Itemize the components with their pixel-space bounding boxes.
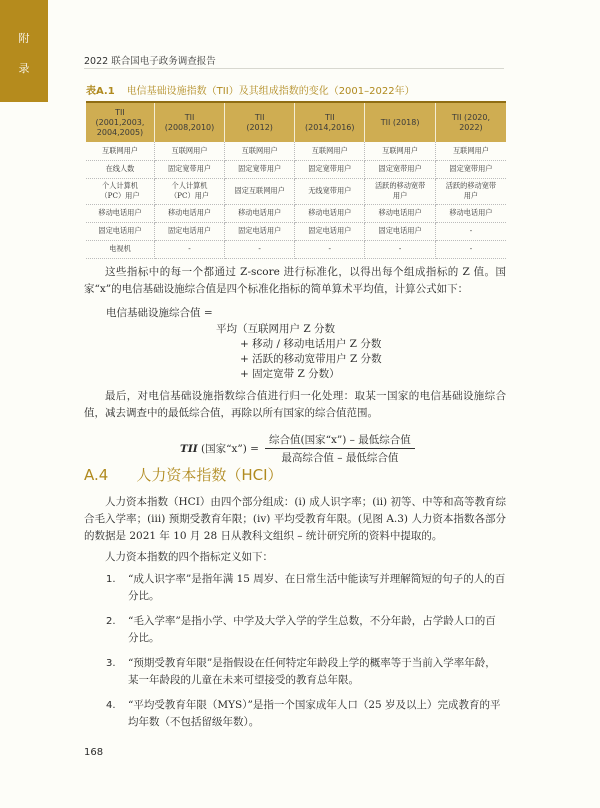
definition-list — [106, 571, 506, 739]
table-cell: 互联网用户 — [225, 142, 295, 160]
section-title: 人力资本指数（HCI） — [136, 466, 283, 484]
table-row — [86, 240, 506, 258]
list-item-number: 1. — [106, 574, 116, 585]
composite-formula-line: + 活跃的移动宽带用户 Z 分数 — [240, 353, 382, 365]
page-number: 168 — [84, 747, 104, 758]
list-item-number: 4. — [106, 700, 116, 711]
table-caption — [86, 82, 415, 97]
table-cell: 固定宽带用户 — [154, 160, 224, 178]
list-item — [106, 613, 506, 647]
list-item-number: 2. — [106, 616, 116, 627]
body-paragraph-definitions-intro: 人力资本指数的四个指标定义如下： — [105, 551, 273, 563]
list-item-text: “平均受教育年限（MYS）”是指一个国家成年人口（25 岁及以上）完成教育的平均年数（不包括留级年数）。 — [128, 699, 501, 728]
composite-formula-line: + 移动 / 移动电话用户 Z 分数 — [240, 338, 382, 350]
table-header-cell: TII (2012) — [225, 102, 295, 142]
table-cell: 电视机 — [86, 240, 154, 258]
list-item-text: “毛入学率”是指小学、中学及大学入学的学生总数，不分年龄，占学龄人口的百分比。 — [128, 615, 496, 644]
table-cell: 互联网用户 — [435, 142, 506, 160]
table-cell: 互联网用户 — [365, 142, 436, 160]
table-cell: 互联网用户 — [154, 142, 224, 160]
chapter-tab-label-2: 录 — [18, 62, 30, 75]
table-cell: - — [154, 240, 224, 258]
composite-formula-line: 平均（互联网用户 Z 分数 — [216, 323, 335, 335]
table-cell: 在线人数 — [86, 160, 154, 178]
table-cell: 活跃的移动宽带 用户 — [435, 178, 506, 204]
table-cell: 个人计算机 （PC）用户 — [86, 178, 154, 204]
list-item — [106, 571, 506, 605]
body-paragraph-zscore: 这些指标中的每一个都通过 Z-score 进行标准化，以得出每个组成指标的 Z 值。国家“x”的电信基础设施综合值是四个标准化指标的简单算术平均值，计算公式如下： — [84, 266, 506, 295]
table-cell: - — [365, 240, 436, 258]
table-row — [86, 178, 506, 204]
table-row — [86, 222, 506, 240]
body-paragraph-hci: 人力资本指数（HCI）由四个部分组成：(ⅰ) 成人识字率；(ⅱ) 初等、中等和高等教育综合毛入学率；(ⅲ) 预期受教育年限；(ⅳ) 平均受教育年限。(见图 A.3) 人力资本指数各部分的数据是 2021 年 10 月 28 日从教科文组织 – 统计研究所的资料中提取的。 — [84, 496, 506, 542]
list-item-number: 3. — [106, 658, 116, 669]
table-cell: 固定电话用户 — [295, 222, 365, 240]
table-cell: 固定宽带用户 — [365, 160, 436, 178]
tii-symbol: TII — [180, 443, 198, 455]
tii-formula-argument: (国家“x”) = — [200, 443, 259, 455]
table-cell: 固定电话用户 — [225, 222, 295, 240]
table-cell: 固定宽带用户 — [435, 160, 506, 178]
tii-numerator: 综合值(国家“x”) – 最低综合值 — [265, 432, 415, 449]
table-cell: 固定宽带用户 — [295, 160, 365, 178]
chapter-tab-label-1: 附 — [18, 32, 30, 45]
table-cell: 固定电话用户 — [154, 222, 224, 240]
table-cell: - — [435, 222, 506, 240]
table-row — [86, 142, 506, 160]
tii-formula — [180, 432, 415, 465]
table-cell: 移动电话用户 — [365, 204, 436, 222]
table-header-row — [86, 102, 506, 142]
table-cell: 移动电话用户 — [295, 204, 365, 222]
tii-denominator: 最高综合值 – 最低综合值 — [281, 452, 399, 464]
tii-fraction — [265, 432, 415, 465]
table-header-cell: TII (2001,2003, 2004,2005) — [86, 102, 154, 142]
table-header-cell: TII (2020, 2022) — [435, 102, 506, 142]
table-cell: 移动电话用户 — [225, 204, 295, 222]
table-cell: 固定电话用户 — [86, 222, 154, 240]
table-cell: 互联网用户 — [295, 142, 365, 160]
table-cell: - — [295, 240, 365, 258]
table-label: 表A.1 — [86, 86, 115, 97]
tii-formula-lhs — [180, 441, 259, 456]
table-cell: - — [225, 240, 295, 258]
table-cell: 移动电话用户 — [86, 204, 154, 222]
composite-formula-label: 电信基础设施综合值 = — [106, 307, 213, 319]
table-cell: 无线宽带用户 — [295, 178, 365, 204]
list-item-text: “成人识字率”是指年满 15 周岁、在日常生活中能读写并理解简短的句子的人的百分比。 — [128, 573, 506, 602]
table-header-cell: TII (2018) — [365, 102, 436, 142]
table-header-cell: TII (2014,2016) — [295, 102, 365, 142]
section-heading — [84, 464, 283, 485]
composite-formula-line: + 固定宽带 Z 分数） — [240, 368, 340, 380]
table-cell: 固定电话用户 — [365, 222, 436, 240]
header-divider — [84, 68, 504, 69]
table-cell: 活跃的移动宽带 用户 — [365, 178, 436, 204]
chapter-tab — [0, 0, 48, 102]
table-cell: 移动电话用户 — [435, 204, 506, 222]
body-paragraph-normalization: 最后，对电信基础设施指数综合值进行归一化处理：取某一国家的电信基础设施综合值，减去调查中的最低综合值，再除以所有国家的综合值范围。 — [84, 390, 506, 419]
table-cell: 移动电话用户 — [154, 204, 224, 222]
table-row — [86, 204, 506, 222]
table-cell: 固定互联网用户 — [225, 178, 295, 204]
table-row — [86, 160, 506, 178]
table-cell: 互联网用户 — [86, 142, 154, 160]
table-header-cell: TII (2008,2010) — [154, 102, 224, 142]
table-title: 电信基础设施指数（TII）及其组成指数的变化（2001–2022年） — [126, 86, 415, 97]
table-cell: 固定宽带用户 — [225, 160, 295, 178]
list-item — [106, 697, 506, 731]
list-item — [106, 655, 506, 689]
section-number: A.4 — [84, 466, 109, 484]
composite-formula — [216, 322, 382, 382]
running-header: 2022 联合国电子政务调查报告 — [84, 56, 216, 67]
list-item-text: “预期受教育年限”是指假设在任何特定年龄段上学的概率等于当前入学率年龄，某一年龄段的儿童在未来可望接受的教育总年限。 — [128, 657, 496, 686]
table-cell: - — [435, 240, 506, 258]
table-cell: 个人计算机 （PC）用户 — [154, 178, 224, 204]
tii-table — [86, 101, 506, 259]
